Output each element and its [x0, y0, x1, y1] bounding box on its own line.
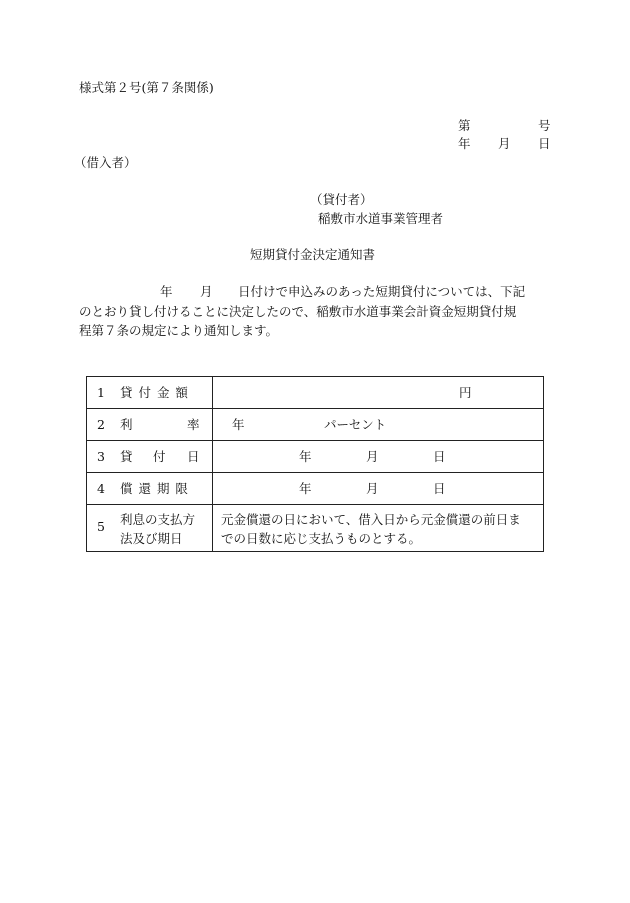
body-line2: のとおり貸し付けることに決定したので、稲敷市水道事業会計資金短期貸付規	[79, 304, 517, 319]
row-number: 5	[97, 519, 105, 534]
row-label-b: 付	[153, 448, 166, 464]
body-line1: 日付けで申込みのあった短期貸付については、下記	[238, 284, 526, 299]
row-label-c: 日	[187, 448, 200, 464]
body-month: 月	[200, 284, 213, 299]
repayment-year: 年	[299, 480, 312, 496]
rate-year: 年	[232, 416, 245, 432]
date-day: 日	[538, 136, 551, 151]
number-dai: 第	[458, 118, 471, 133]
lender-label: （貸付者）	[310, 192, 373, 207]
form-label: 様式第２号(第７条関係)	[79, 80, 214, 95]
loan-date-year: 年	[299, 448, 312, 464]
rate-unit: パーセント	[324, 416, 387, 432]
row-label-a: 貸	[120, 448, 133, 464]
lender-name: 稲敷市水道事業管理者	[318, 211, 444, 226]
document-title: 短期貸付金決定通知書	[250, 247, 376, 262]
date-year: 年	[458, 136, 471, 151]
row-label: 貸 付 金 額	[120, 384, 189, 400]
row-number: 2	[97, 416, 105, 432]
interest-terms-line1: 元金償還の日において、借入日から元金償還の前日ま	[221, 512, 521, 527]
number-go: 号	[538, 118, 551, 133]
table-row	[87, 441, 544, 473]
body-year: 年	[160, 284, 173, 299]
interest-terms-line2: での日数に応じ支払うものとする。	[221, 531, 422, 546]
borrower-label: （借入者）	[74, 155, 137, 170]
row-label-line2: 法及び期日	[120, 531, 183, 546]
row-number: 4	[97, 480, 105, 496]
loan-details-table	[86, 376, 544, 552]
table-row	[87, 473, 544, 505]
amount-unit: 円	[459, 384, 472, 400]
row-label-line1: 利息の支払方	[120, 512, 196, 527]
table-row	[87, 377, 544, 409]
row-number: 3	[97, 448, 105, 464]
loan-date-month: 月	[366, 448, 379, 464]
repayment-day: 日	[433, 480, 446, 496]
table-row	[87, 505, 544, 552]
row-label-b: 率	[187, 416, 200, 432]
row-number: 1	[97, 384, 105, 400]
row-label-a: 利	[120, 416, 133, 432]
body-line3: 程第７条の規定により通知します。	[79, 323, 279, 338]
row-label: 償 還 期 限	[120, 480, 189, 496]
table-row	[87, 409, 544, 441]
repayment-month: 月	[366, 480, 379, 496]
loan-date-day: 日	[433, 448, 446, 464]
date-month: 月	[498, 136, 511, 151]
